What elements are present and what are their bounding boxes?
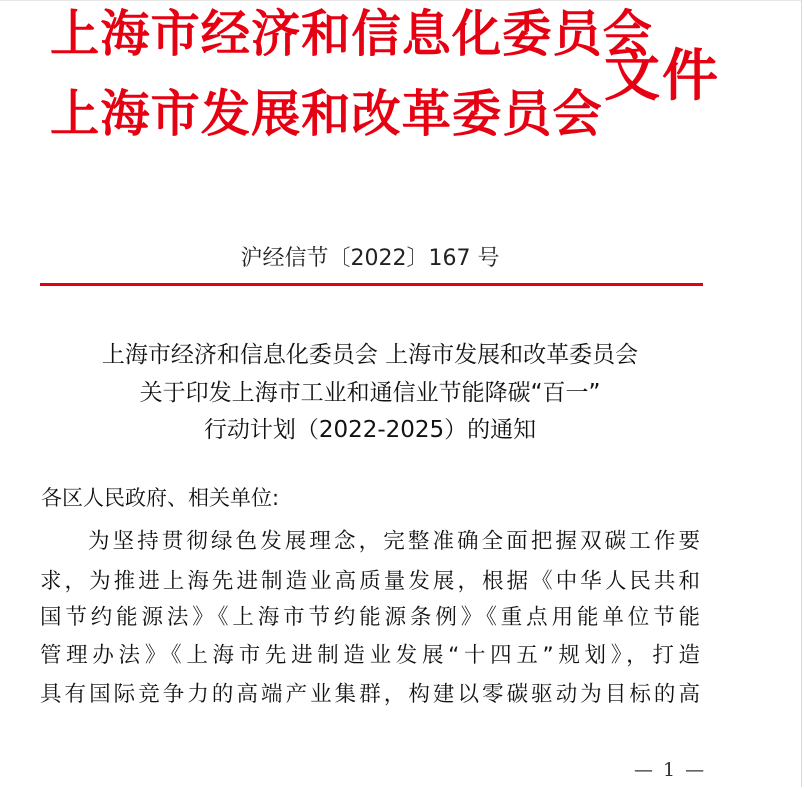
body-text-line: 国节约能源法》《上海市节约能源条例》《重点用能单位节能 — [40, 605, 700, 630]
body-text-line: 具有国际竞争力的高端产业集群，构建以零碳驱动为目标的高 — [40, 682, 700, 707]
notice-title-line-2: 关于印发上海市工业和通信业节能降碳“百一” — [139, 380, 601, 406]
notice-title-line-3: 行动计划（2022-2025）的通知 — [203, 417, 537, 443]
notice-title-line-1: 上海市经济和信息化委员会 上海市发展和改革委员会 — [101, 342, 639, 368]
body-text-line: 为坚持贯彻绿色发展理念，完整准确全面把握双碳工作要 — [88, 529, 700, 554]
page-number: — 1 — — [634, 759, 707, 781]
issuer-header-1: 上海市经济和信息化委员会 — [50, 5, 653, 63]
document-label: 文件 — [604, 44, 720, 109]
red-divider-line — [40, 283, 703, 286]
salutation: 各区人民政府、相关单位: — [41, 486, 280, 510]
body-text-line: 管理办法》《上海市先进制造业发展“十四五”规划》，打造 — [40, 643, 700, 668]
body-text-line: 求，为推进上海先进制造业高质量发展，根据《中华人民共和 — [40, 569, 700, 594]
issuer-header-2: 上海市发展和改革委员会 — [50, 85, 603, 143]
document-number: 沪经信节〔2022〕167 号 — [240, 246, 500, 271]
